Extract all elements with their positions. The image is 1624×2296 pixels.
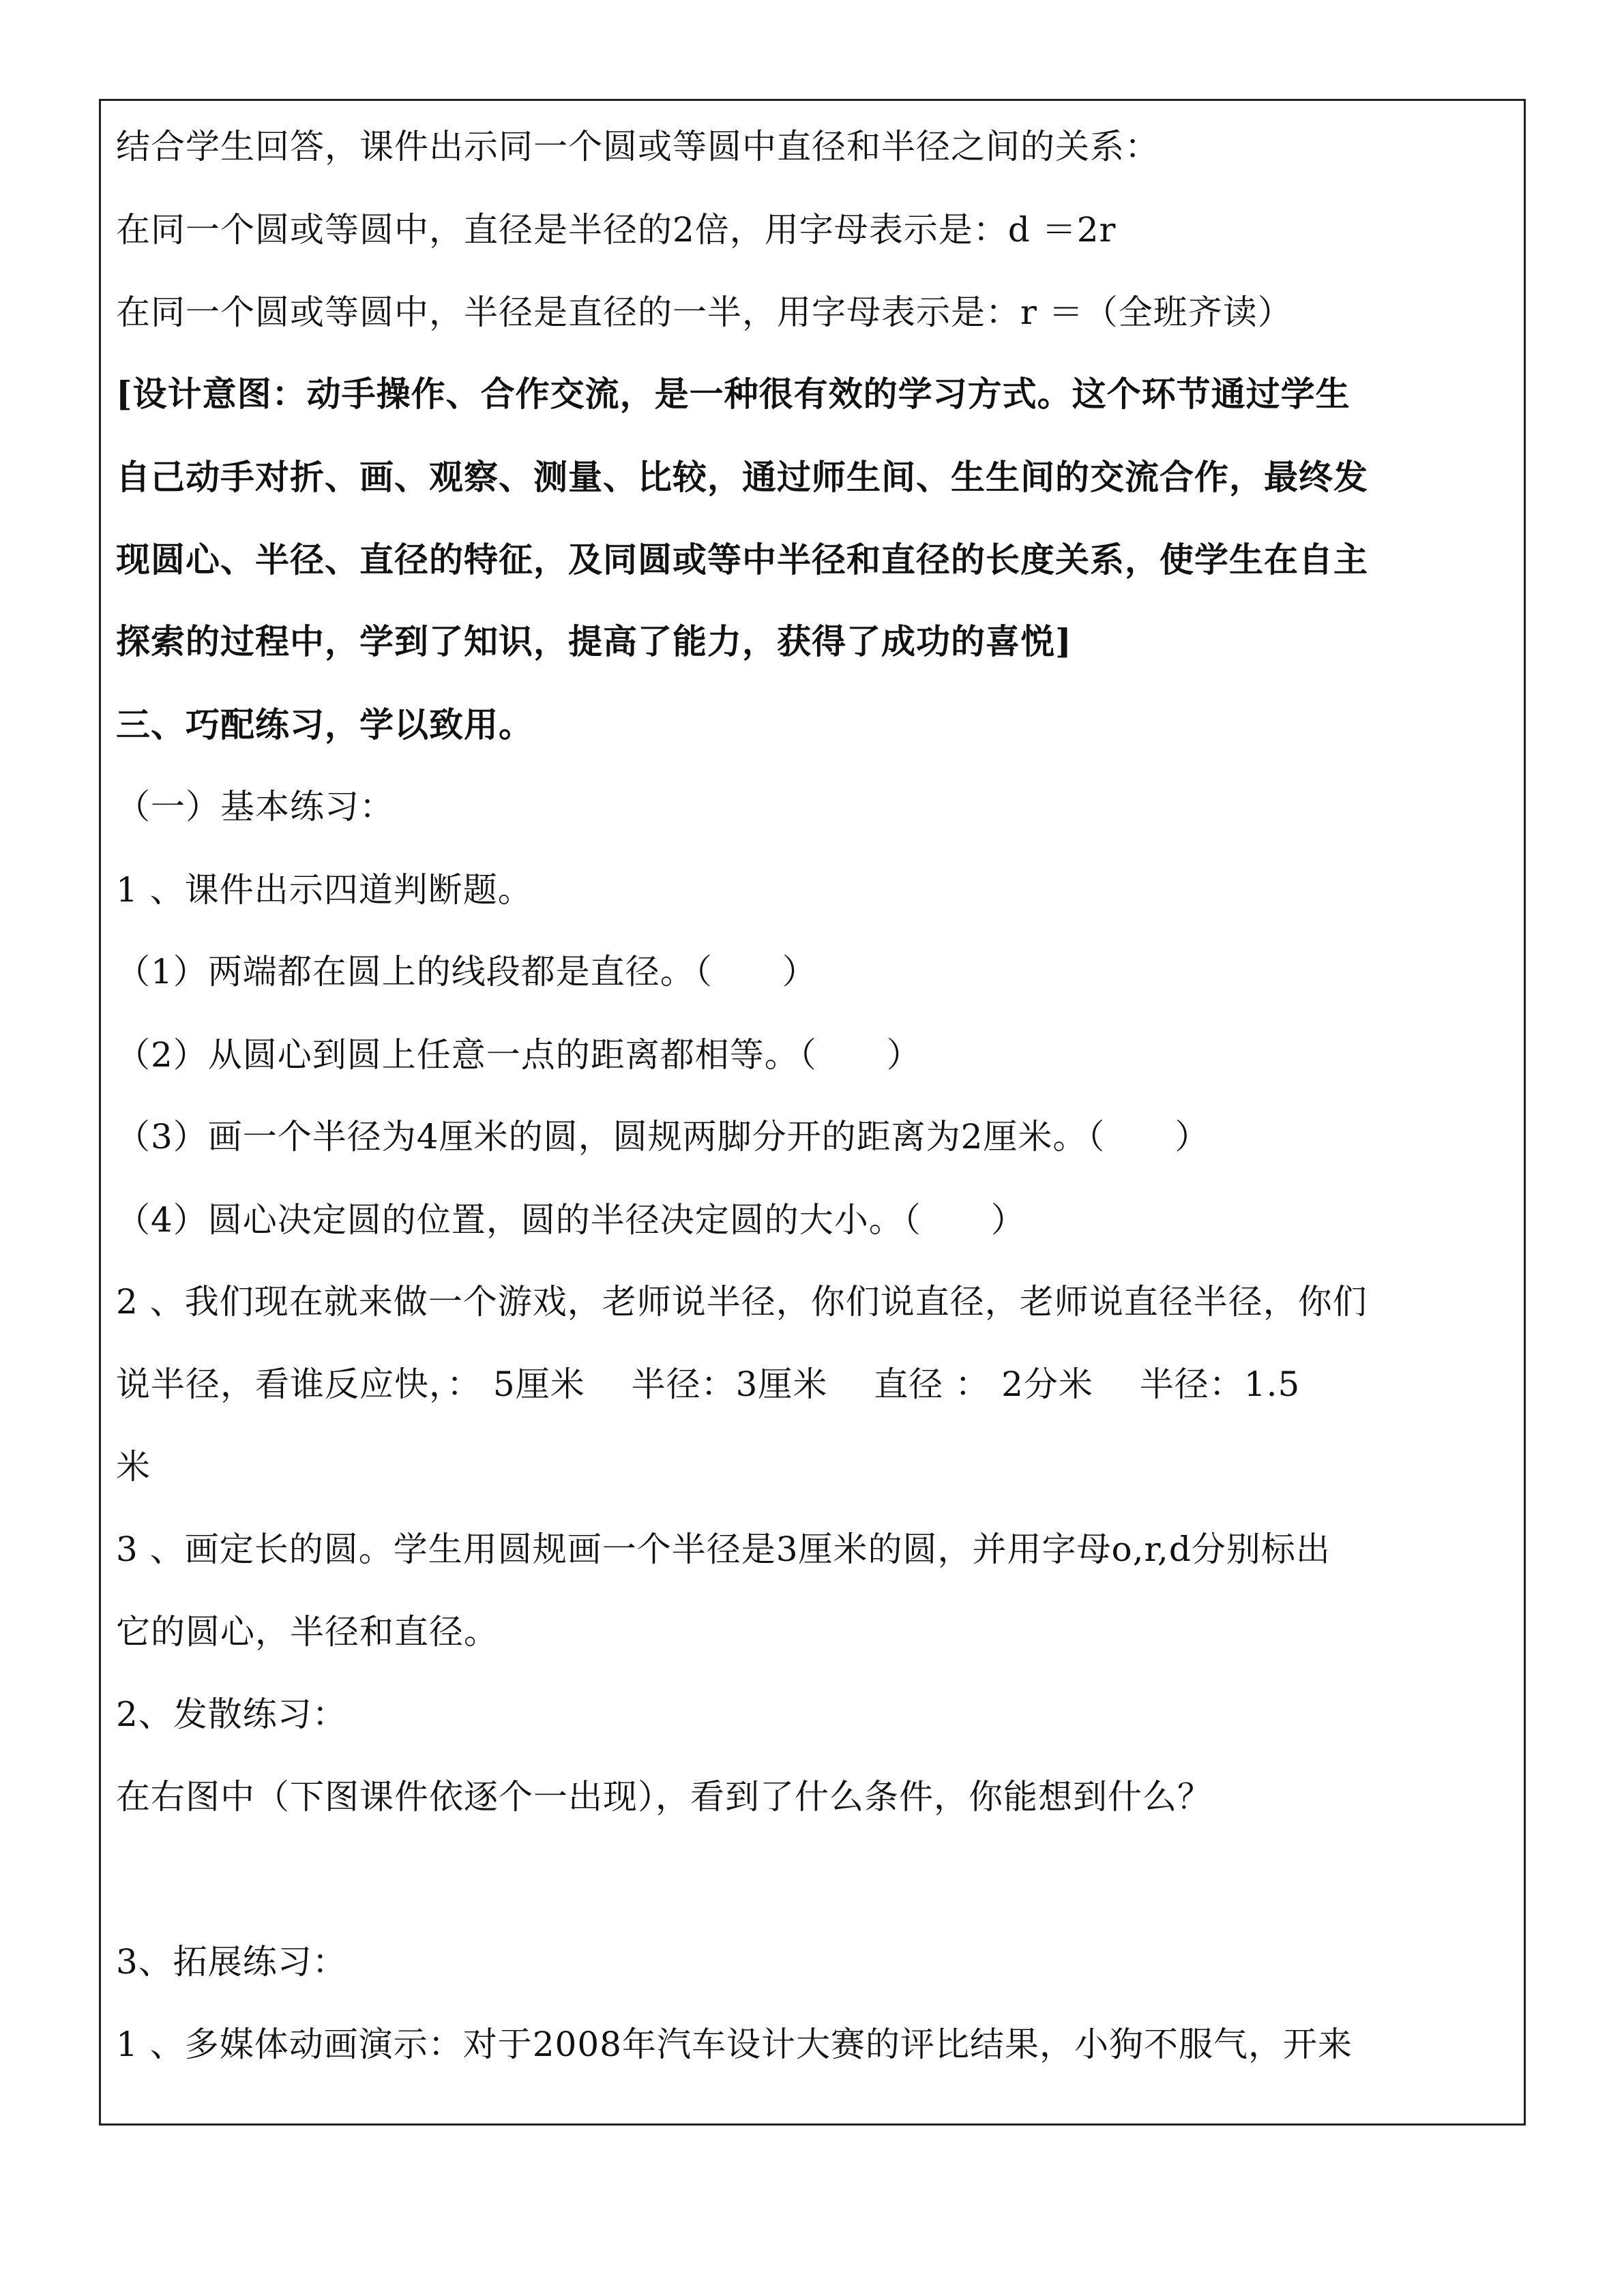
text-line: 1 、多媒体动画演示：对于2008年汽车设计大赛的评比结果，小狗不服气，开来	[116, 2025, 1353, 2064]
text-line: 在右图中（下图课件依逐个一出现），看到了什么条件，你能想到什么？	[116, 1777, 1212, 1817]
design-intent-line: [设计意图：动手操作、合作交流，是一种很有效的学习方式。这个环节通过学生	[116, 374, 1350, 414]
question-item: （2）从圆心到圆上任意一点的距离都相等。（ ）	[116, 1035, 921, 1075]
design-intent-line: 探索的过程中，学到了知识，提高了能力，获得了成功的喜悦]	[116, 621, 1072, 661]
design-intent-line: 自己动手对折、画、观察、测量、比较，通过师生间、生生间的交流合作，最终发	[116, 457, 1368, 497]
subsection-heading: 3、拓展练习：	[116, 1942, 347, 1982]
question-item: （3）画一个半径为4厘米的圆，圆规两脚分开的距离为2厘米。（ ）	[116, 1117, 1210, 1157]
text-line: 1 、课件出示四道判断题。	[116, 870, 533, 910]
text-line: 2 、我们现在就来做一个游戏，老师说半径，你们说直径，老师说直径半径，你们	[116, 1282, 1368, 1322]
section-heading: 三、巧配练习，学以致用。	[116, 704, 533, 745]
text-line: 米	[116, 1447, 151, 1487]
text-line: 在同一个圆或等圆中，半径是直径的一半，用字母表示是：r ＝（全班齐读）	[116, 293, 1293, 332]
subsection-heading: （一）基本练习：	[116, 787, 394, 826]
text-line: 结合学生回答，课件出示同一个圆或等圆中直径和半径之间的关系：	[116, 127, 1160, 166]
question-item: （4）圆心决定圆的位置，圆的半径决定圆的大小。（ ）	[116, 1200, 1026, 1240]
question-item: （1）两端都在圆上的线段都是直径。（ ）	[116, 952, 817, 992]
subsection-heading: 2、发散练习：	[116, 1695, 347, 1734]
text-line: 它的圆心，半径和直径。	[116, 1612, 499, 1652]
design-intent-line: 现圆心、半径、直径的特征，及同圆或等中半径和直径的长度关系，使学生在自主	[116, 539, 1368, 580]
text-line: 说半径，看谁反应快，： 5厘米 半径：3厘米 直径 ： 2分米 半径：1.5	[116, 1365, 1301, 1404]
text-line: 在同一个圆或等圆中，直径是半径的2倍，用字母表示是：d ＝2r	[116, 210, 1117, 250]
text-line: 3 、画定长的圆。学生用圆规画一个半径是3厘米的圆，并用字母o,r,d分别标出	[116, 1530, 1331, 1569]
